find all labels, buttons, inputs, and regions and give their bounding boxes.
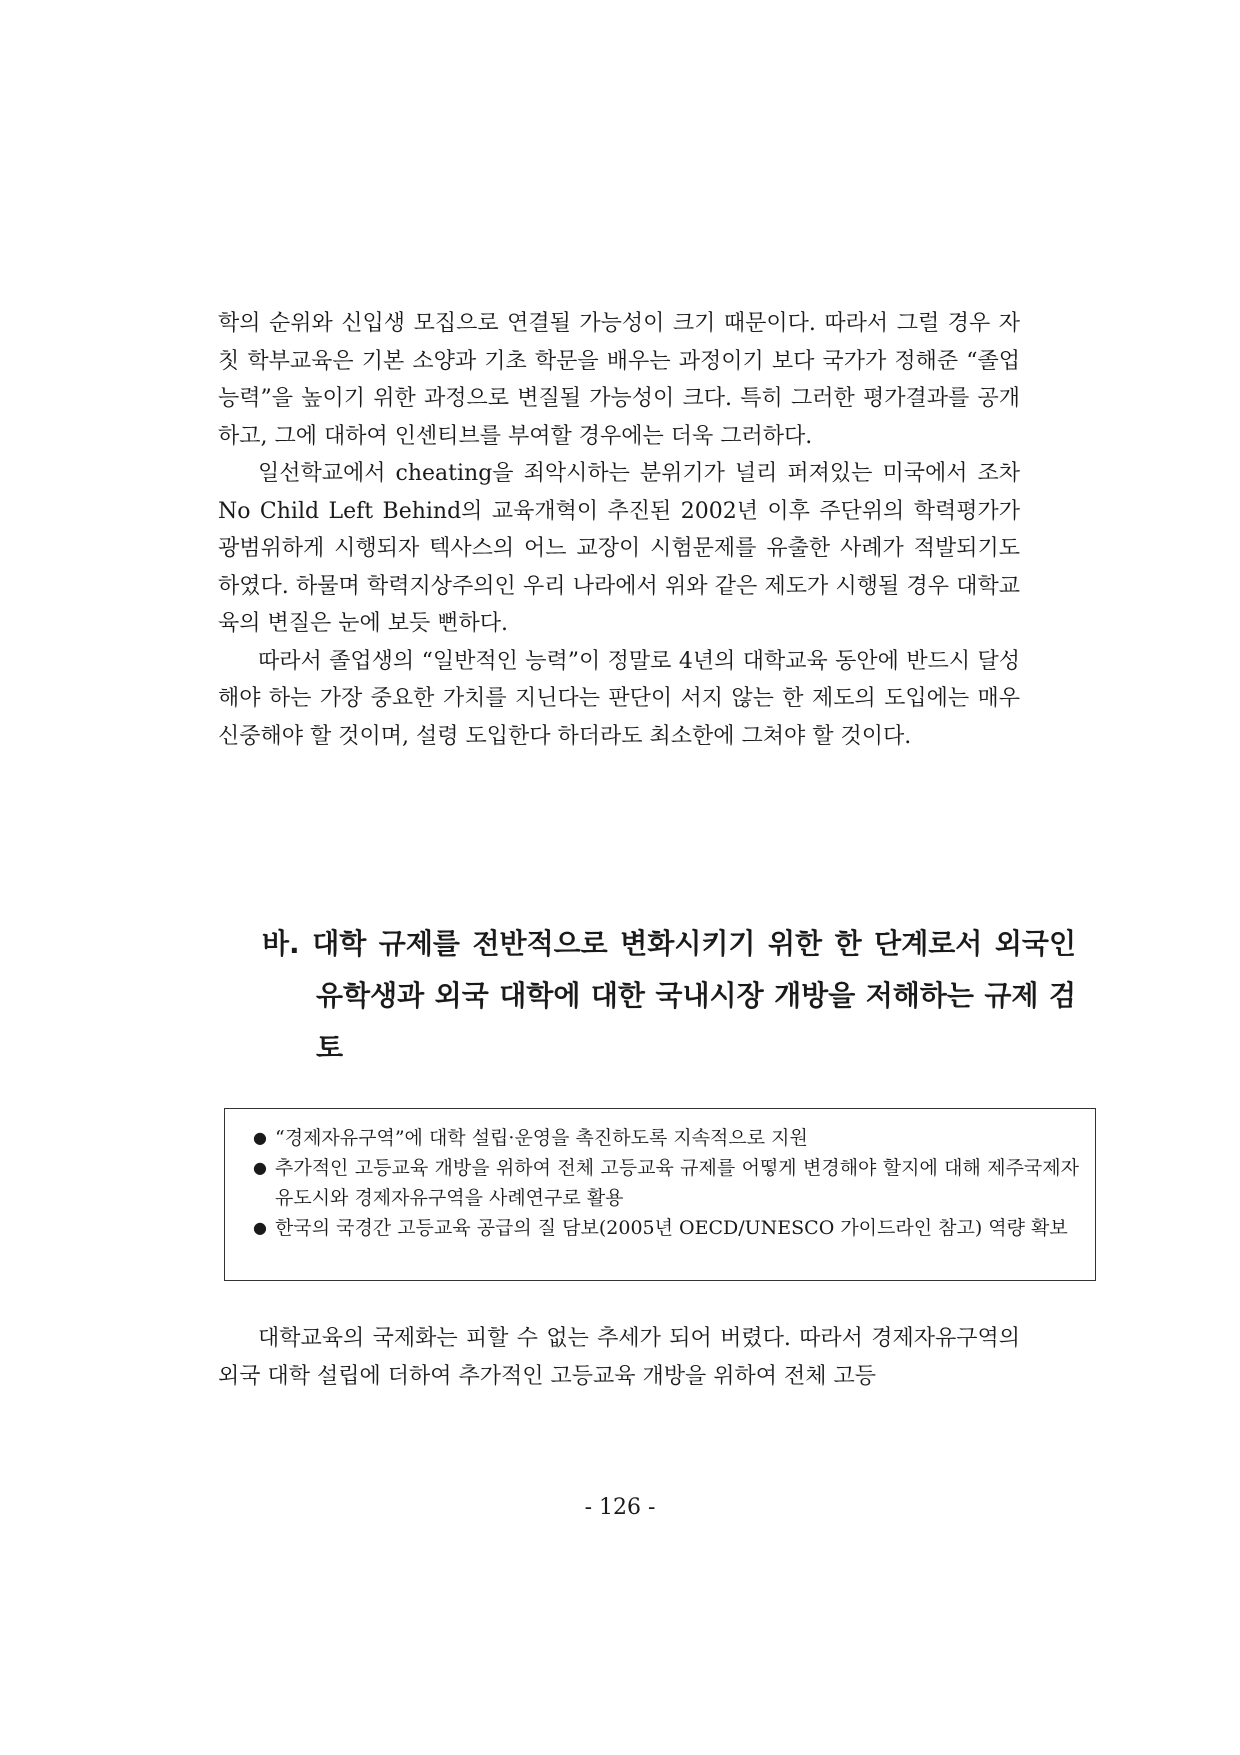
paragraph-internationalization: 대학교육의 국제화는 피할 수 없는 추세가 되어 버렸다. 따라서 경제자유구역의 외국 대학 설립에 더하여 추가적인 고등교육 개방을 위하여 전체 고등 [218, 1326, 1020, 1389]
list-item [253, 1123, 1079, 1153]
paragraph-university-rankings: 학의 순위와 신입생 모집으로 연결될 가능성이 크기 때문이다. 따라서 그럴 경우 자칫 학부교육은 기본 소양과 기초 학문을 배우는 과정이기 보다 국가가 정해준 “졸업 능력”을 높이기 위한 과정으로 변질될 가능성이 크다. 특히 그러한 평가결과를 공개하고, 그에 대하여 인센티브를 부여할 경우에는 더욱 그러하다. [218, 311, 1020, 449]
body-text [218, 305, 1020, 755]
section-heading: 바. 대학 규제를 전반적으로 변화시키기 위한 한 단계로서 외국인 유학생과 외국 대학에 대한 국내시장 개방을 저해하는 규제 검토 [262, 927, 1076, 1064]
list-item-text: “경제자유구역”에 대학 설립·운영을 촉진하도록 지속적으로 지원 [275, 1127, 808, 1149]
list-item-text: 한국의 국경간 고등교육 공급의 질 담보(2005년 OECD/UNESCO 가이드라인 참고) 역량 확보 [275, 1217, 1068, 1239]
page-number: - 126 - [584, 1495, 656, 1520]
bullet-icon: ● [253, 1128, 267, 1147]
summary-box [224, 1108, 1096, 1281]
list-item [253, 1213, 1079, 1243]
closing-text [218, 1320, 1020, 1395]
paragraph-cheating-example: 일선학교에서 cheating을 죄악시하는 분위기가 널리 퍼져있는 미국에서 조차 No Child Left Behind의 교육개혁이 추진된 2002년 이후 주단위의 학력평가가 광범위하게 시행되자 텍사스의 어느 교장이 시험문제를 유출한 사례가 적발되기도 하였다. 하물며 학력지상주의인 우리 나라에서 위와 같은 제도가 시행될 경우 대학교육의 변질은 눈에 보듯 뻔하다. [218, 461, 1020, 636]
paragraph-careful-introduction: 따라서 졸업생의 “일반적인 능력”이 정말로 4년의 대학교육 동안에 반드시 달성해야 하는 가장 중요한 가치를 지닌다는 판단이 서지 않는 한 제도의 도입에는 매우 신중해야 할 것이며, 설령 도입한다 하더라도 최소한에 그쳐야 할 것이다. [218, 648, 1020, 749]
bullet-icon: ● [253, 1158, 267, 1177]
summary-list [253, 1123, 1079, 1243]
list-item-text: 추가적인 고등교육 개방을 위하여 전체 고등교육 규제를 어떻게 변경해야 할지에 대해 제주국제자유도시와 경제자유구역을 사례연구로 활용 [275, 1157, 1079, 1209]
list-item [253, 1153, 1079, 1213]
bullet-icon: ● [253, 1218, 267, 1237]
